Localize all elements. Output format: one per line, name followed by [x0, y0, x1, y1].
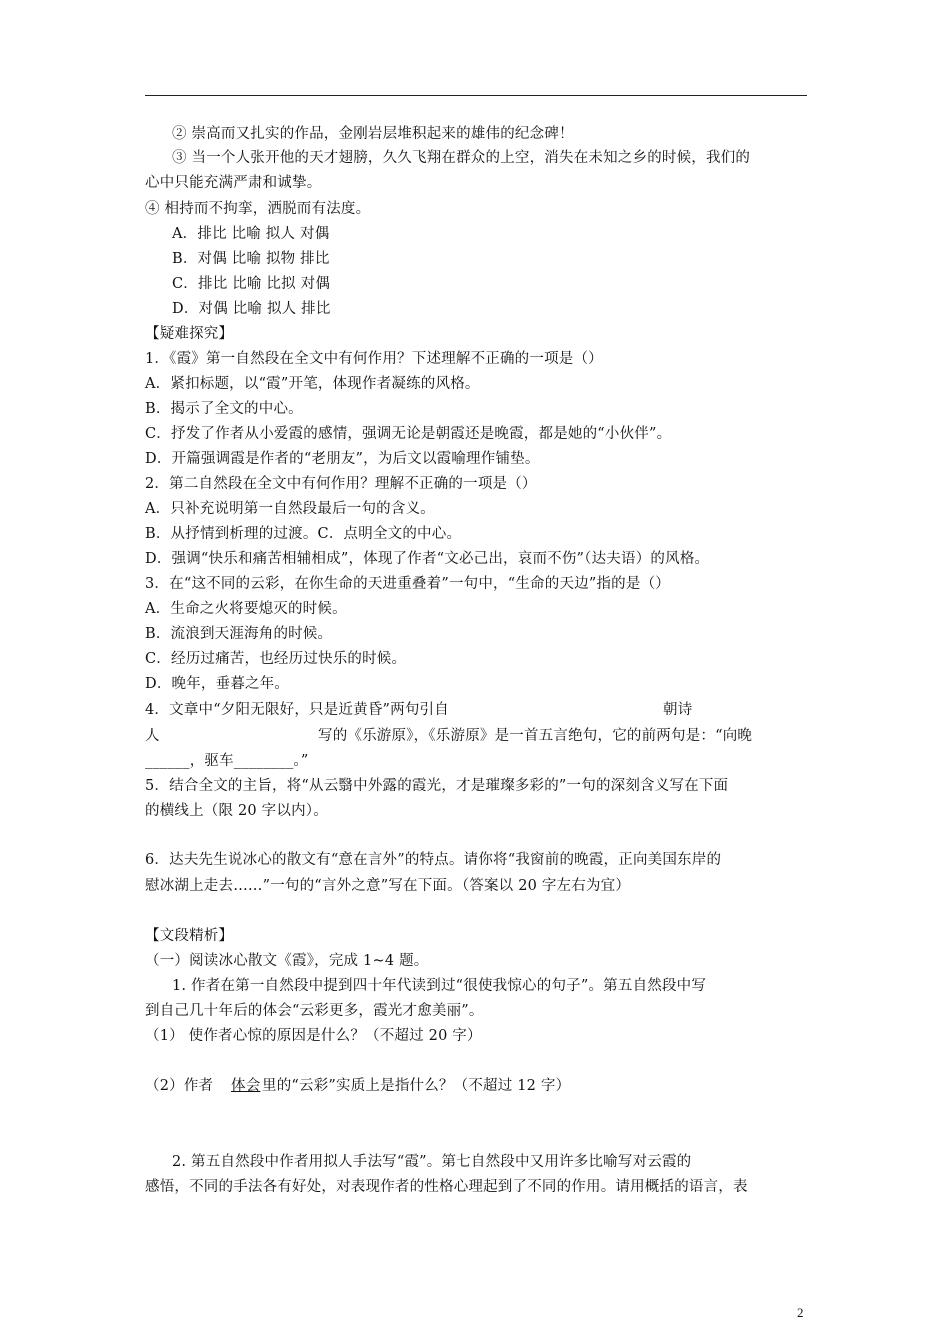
question-line: 6．达夫先生说冰心的散文有“意在言外”的特点。请你将“我窗前的晚霞，正向美国东岸的 [145, 852, 722, 868]
text-line: 写的《乐游原》，《乐游原》是一首五言绝句，它的前两句是：“向晚 [318, 728, 753, 744]
option-line: B．对偶 比喻 拟物 排比 [172, 251, 330, 267]
option-line: B．流浪到天涯海角的时候。 [145, 626, 333, 642]
section-heading: 【疑难探究】 [145, 326, 234, 342]
text-line: 感悟，不同的手法各有好处，对表现作者的性格心理起到了不同的作用。请用概括的语言，表 [145, 1179, 748, 1195]
question-line: 4．文章中“夕阳无限好，只是近黄昏”两句引自 [145, 702, 449, 718]
blank-line: ______，驱车________。” [145, 753, 309, 769]
text-line: 的横线上（限 20 字以内）。 [145, 803, 328, 819]
question-line: 1. 作者在第一自然段中提到四十年代读到过“很使我惊心的句子”。第五自然段中写 [172, 978, 707, 994]
option-line: D．强调“快乐和痛苦相辅相成”，体现了作者“文必己出，哀而不伤”（达夫语）的风格。 [145, 551, 710, 567]
option-line: D．晚年，垂暮之年。 [145, 676, 290, 692]
text-line: 到自己几十年后的体会“云彩更多，霞光才愈美丽”。 [145, 1003, 484, 1019]
section-heading: 【文段精析】 [145, 928, 234, 944]
page-number: 2 [797, 1305, 804, 1320]
option-line: C．排比 比喻 比拟 对偶 [172, 276, 331, 292]
text-fragment: 朝诗 [663, 702, 693, 718]
text-line: ④ 相持而不拘挛，洒脱而有法度。 [145, 201, 371, 217]
question-line: 3．在“这不同的云彩，在你生命的天进重叠着”一句中，“生命的天边”指的是（） [145, 576, 670, 592]
text-line: ③ 当一个人张开他的天才翅膀，久久飞翔在群众的上空，消失在未知之乡的时候，我们的 [172, 150, 751, 166]
option-line: D．开篇强调霞是作者的“老朋友”，为后文以霞喻理作铺垫。 [145, 451, 540, 467]
text-line: 慰冰湖上走去……”一句的“言外之意”写在下面。（答案以 20 字左右为宜） [145, 878, 631, 894]
header-rule [145, 95, 807, 96]
option-line: A．紧扣标题，以“霞”开笔，体现作者凝练的风格。 [145, 376, 480, 392]
option-line: D．对偶 比喻 拟人 排比 [172, 301, 331, 317]
question-line: 5．结合全文的主旨，将“从云翳中外露的霞光，才是璀璨多彩的”一句的深刻含义写在下面 [145, 778, 729, 794]
text-line: 里的“云彩”实质上是指什么？（不超过 12 字） [262, 1078, 571, 1094]
option-line: C．抒发了作者从小爱霞的感情，强调无论是朝霞还是晚霞，都是她的“小伙伴”。 [145, 426, 672, 442]
option-line: B．揭示了全文的中心。 [145, 401, 303, 417]
option-line: B．从抒情到析理的过渡。C．点明全文的中心。 [145, 526, 462, 542]
text-fragment: （2）作者 [145, 1078, 214, 1094]
question-line: 2. 第五自然段中作者用拟人手法写“霞”。第七自然段中又用许多比喻写对云霞的 [172, 1154, 692, 1170]
option-line: C．经历过痛苦，也经历过快乐的时候。 [145, 651, 407, 667]
option-line: A．生命之火将要熄灭的时候。 [145, 601, 347, 617]
question-line: 1．《霞》第一自然段在全文中有何作用？下述理解不正确的一项是（） [145, 351, 603, 367]
underlined-word: 体会 [231, 1078, 261, 1094]
option-line: A．只补充说明第一自然段最后一句的含义。 [145, 501, 435, 517]
text-line: （一）阅读冰心散文《霞》，完成 1~4 题。 [145, 953, 429, 969]
text-line: ② 崇高而又扎实的作品，金刚岩层堆积起来的雄伟的纪念碑！ [172, 126, 574, 142]
question-line: （1） 使作者心惊的原因是什么？（不超过 20 字） [145, 1028, 482, 1044]
question-line: 2．第二自然段在全文中有何作用？理解不正确的一项是（） [145, 476, 537, 492]
text-fragment: 人 [145, 728, 160, 744]
option-line: A．排比 比喻 拟人 对偶 [172, 226, 330, 242]
text-line: 心中只能充满严肃和诚挚。 [145, 175, 322, 191]
